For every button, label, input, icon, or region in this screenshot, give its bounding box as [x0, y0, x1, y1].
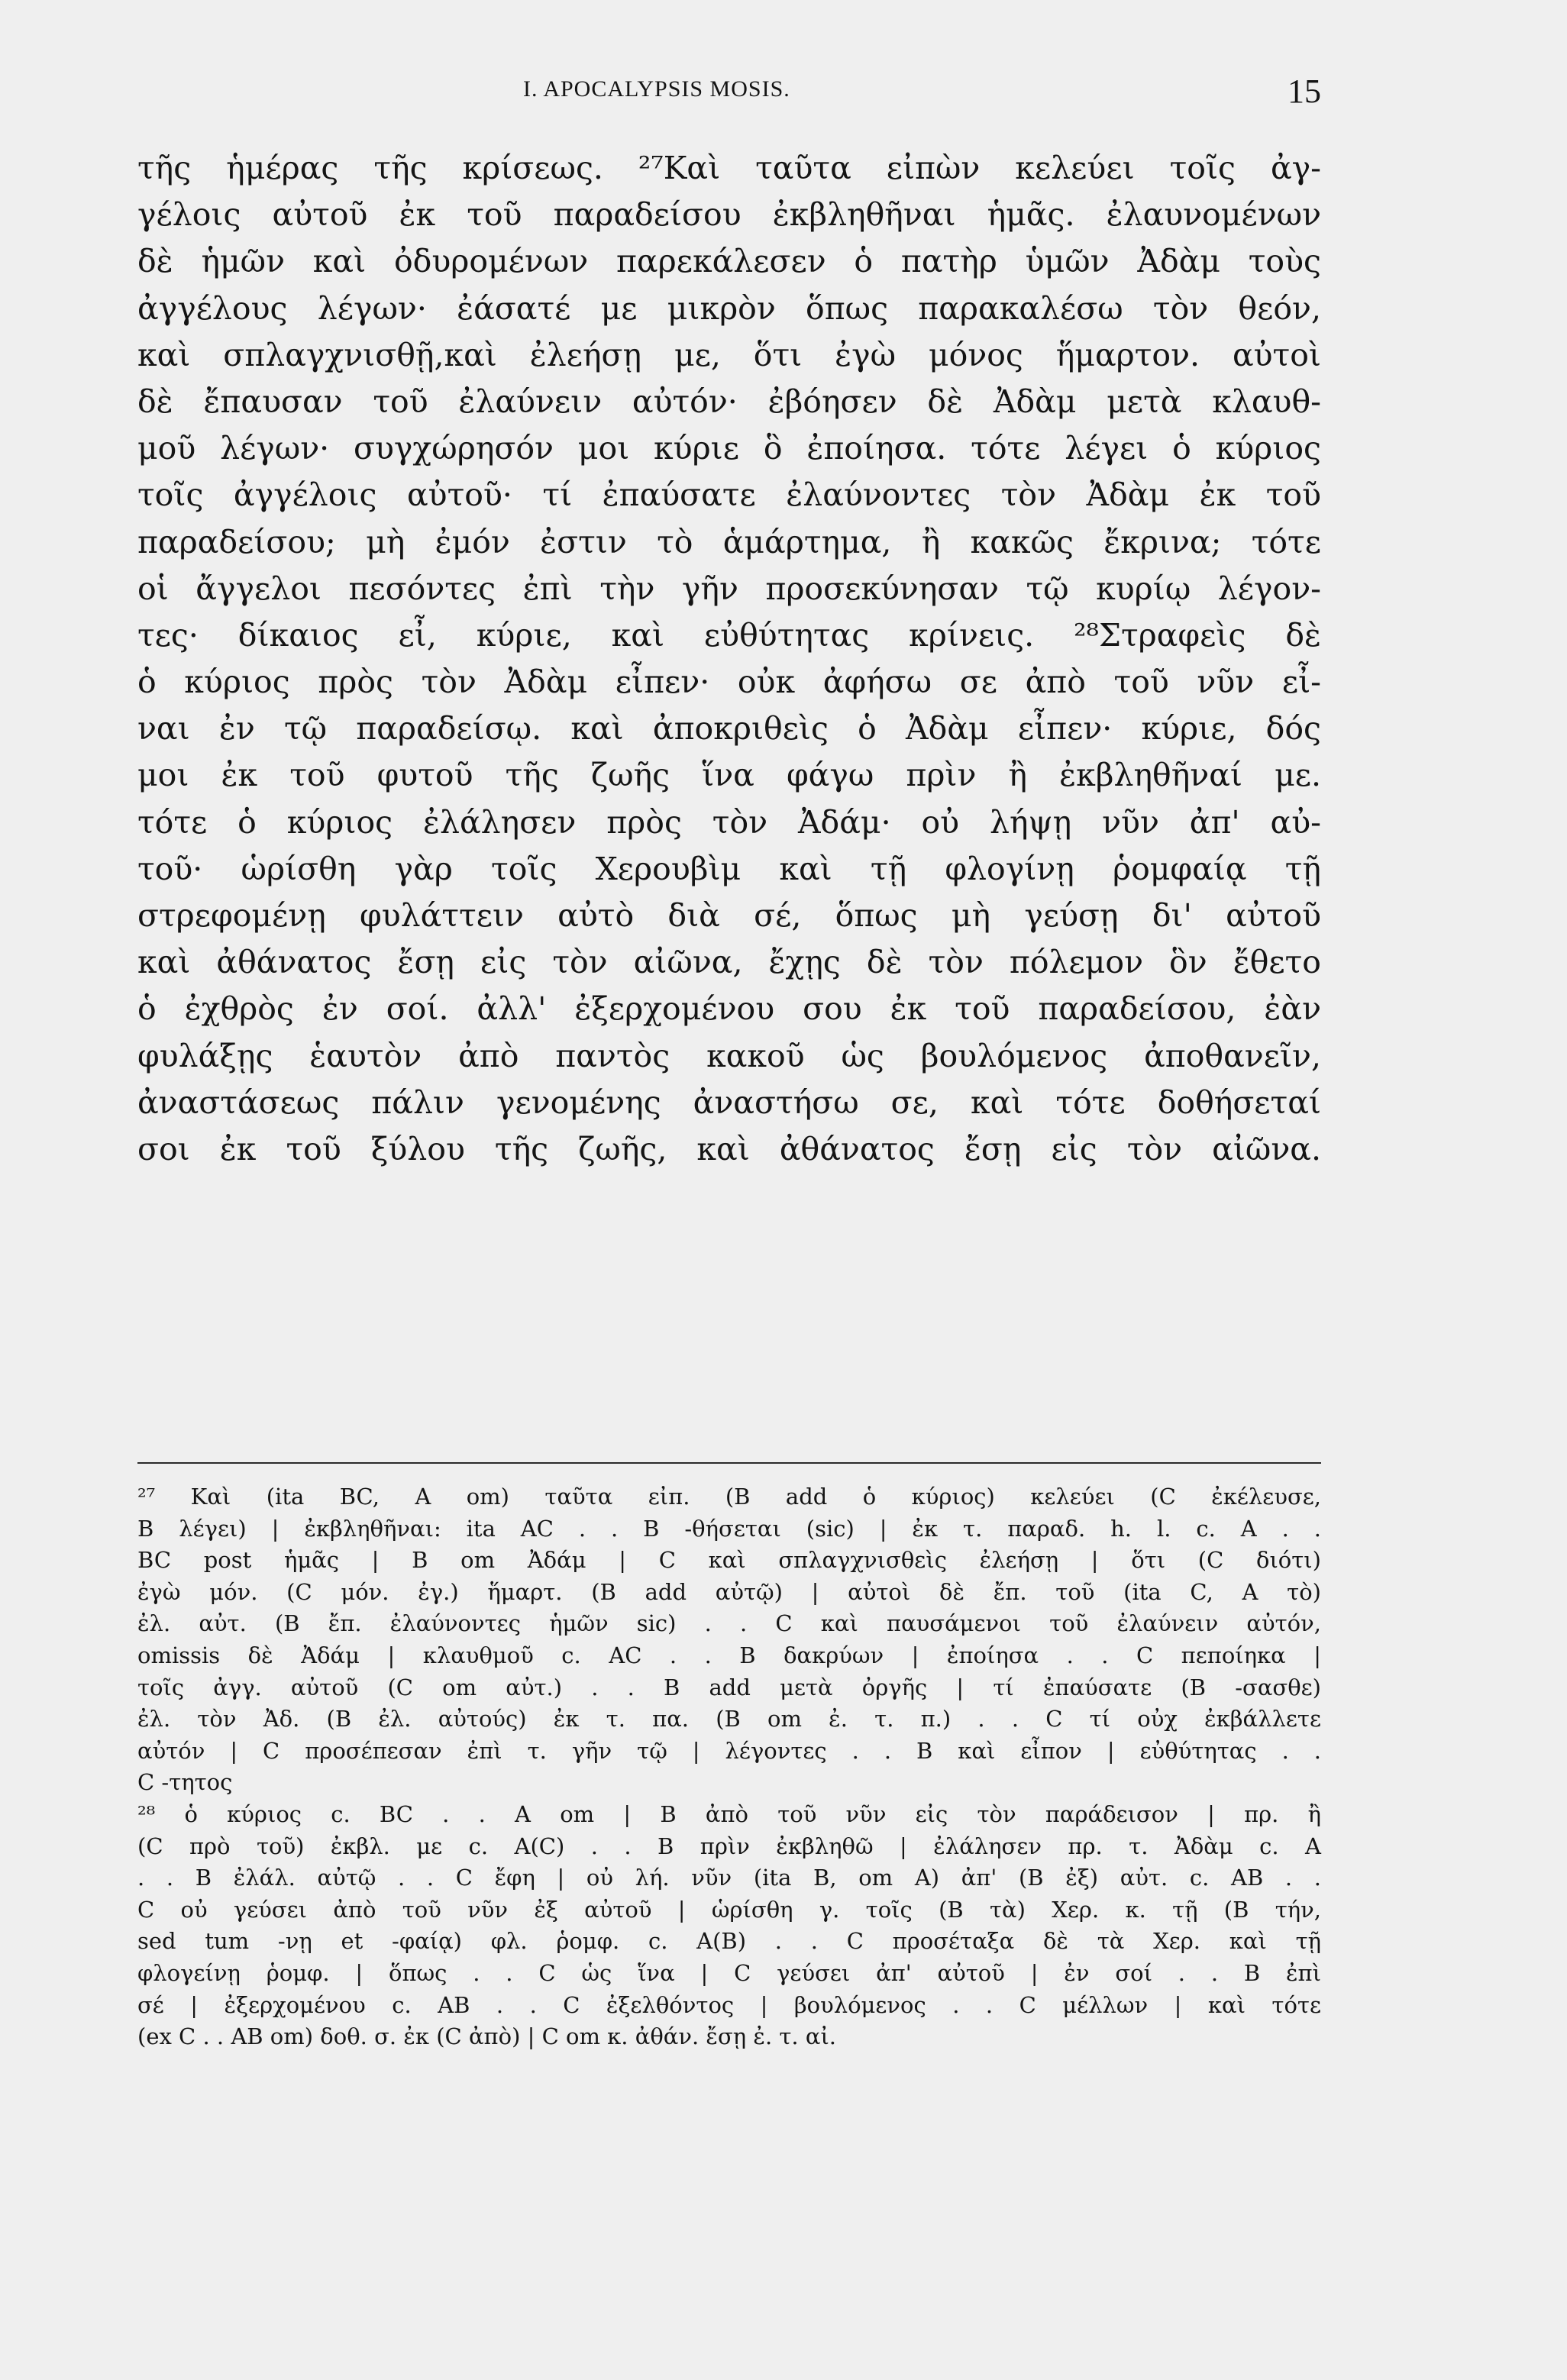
critical-apparatus	[137, 1481, 1321, 2053]
text-line: γέλοις αὐτοῦ ἐκ τοῦ παραδείσου ἐκβληθῆναι ἡμᾶς. ἐλαυνομένων	[137, 196, 1321, 234]
text-line: παραδείσου; μὴ ἐμόν ἐστιν τὸ ἁμάρτημα, ἢ κακῶς ἔκρινα; τότε	[137, 523, 1321, 560]
text-line: τότε ὁ κύριος ἐλάλησεν πρὸς τὸν Ἀδάμ· οὐ λήψῃ νῦν ἀπ' αὐ-	[137, 803, 1321, 841]
page-number: 15	[1288, 73, 1321, 110]
text-line: σοι ἐκ τοῦ ξύλου τῆς ζωῆς, καὶ ἀθάνατος ἔσῃ εἰς τὸν αἰῶνα.	[137, 1130, 1321, 1167]
apparatus-line: omissis δὲ Ἀδάμ | κλαυθμοῦ c. AC . . B δακρύων | ἐποίησα . . C πεποίηκα |	[137, 1642, 1321, 1668]
apparatus-line: τοῖς ἀγγ. αὐτοῦ (C om αὐτ.) . . B add μετὰ ὀργῆς | τί ἐπαύσατε (B -σασθε)	[137, 1674, 1321, 1700]
text-line: μοῦ λέγων· συγχώρησόν μοι κύριε ὃ ἐποίησα. τότε λέγει ὁ κύριος	[137, 430, 1321, 467]
apparatus-line: B λέγει) | ἐκβληθῆναι: ita AC . . B -θήσεται (sic) | ἐκ τ. παραδ. h. l. c. A . .	[137, 1515, 1321, 1542]
apparatus-line: ²⁸ ὁ κύριος c. BC . . A om | B ἀπὸ τοῦ νῦν εἰς τὸν παράδεισον | πρ. ἢ	[137, 1800, 1321, 1827]
text-line: δὲ ἡμῶν καὶ ὀδυρομένων παρεκάλεσεν ὁ πατὴρ ὑμῶν Ἀδὰμ τοὺς	[137, 243, 1321, 280]
apparatus-line: αὐτόν | C προσέπεσαν ἐπὶ τ. γῆν τῷ | λέγοντες . . B καὶ εἶπον | εὐθύτητας . .	[137, 1737, 1321, 1764]
running-head	[137, 73, 1321, 122]
text-line: τῆς ἡμέρας τῆς κρίσεως. ²⁷Καὶ ταῦτα εἰπὼν κελεύει τοῖς ἀγ-	[137, 150, 1321, 186]
apparatus-line: ἐλ. τὸν Ἀδ. (B ἐλ. αὐτούς) ἐκ τ. πα. (B om ἐ. τ. π.) . . C τί οὐχ ἐκβάλλετε	[137, 1706, 1321, 1733]
apparatus-line: (ex C . . AB om) δοθ. σ. ἐκ (C ἀπὸ) | C om κ. ἀθάν. ἔσῃ ἐ. τ. αἰ.	[137, 2023, 837, 2050]
text-line: οἱ ἄγγελοι πεσόντες ἐπὶ τὴν γῆν προσεκύνησαν τῷ κυρίῳ λέγον-	[137, 570, 1321, 607]
apparatus-line: . . B ἐλάλ. αὐτῷ . . C ἔφη | οὐ λή. νῦν (ita B, om A) ἀπ' (B ἐξ) αὐτ. c. AB . .	[137, 1865, 1321, 1891]
text-line: φυλάξῃς ἑαυτὸν ἀπὸ παντὸς κακοῦ ὡς βουλόμενος ἀποθανεῖν,	[137, 1037, 1321, 1074]
apparatus-line: C οὐ γεύσει ἀπὸ τοῦ νῦν ἐξ αὐτοῦ | ὡρίσθη γ. τοῖς (B τὰ) Χερ. κ. τῇ (B τήν,	[137, 1896, 1321, 1923]
text-line: δὲ ἔπαυσαν τοῦ ἐλαύνειν αὐτόν· ἐβόησεν δὲ Ἀδὰμ μετὰ κλαυθ-	[137, 383, 1321, 420]
text-line: ὁ ἐχθρὸς ἐν σοί. ἀλλ' ἐξερχομένου σου ἐκ τοῦ παραδείσου, ἐὰν	[137, 990, 1321, 1028]
apparatus-line: (C πρὸ τοῦ) ἐκβλ. με c. A(C) . . B πρὶν ἐκβληθῶ | ἐλάλησεν πρ. τ. Ἀδὰμ c. A	[137, 1833, 1321, 1859]
apparatus-line: ἐλ. αὐτ. (B ἔπ. ἐλαύνοντες ἡμῶν sic) . . C καὶ παυσάμενοι τοῦ ἐλαύνειν αὐτόν,	[137, 1610, 1321, 1637]
apparatus-line: ἐγὼ μόν. (C μόν. ἐγ.) ἥμαρτ. (B add αὐτῷ) | αὐτοὶ δὲ ἔπ. τοῦ (ita C, A τὸ)	[137, 1578, 1321, 1605]
apparatus-line: φλογείνῃ ῥομφ. | ὅπως . . C ὡς ἵνα | C γεύσει ἀπ' αὐτοῦ | ἐν σοί . . B ἐπὶ	[137, 1959, 1321, 1986]
text-line: ὁ κύριος πρὸς τὸν Ἀδὰμ εἶπεν· οὐκ ἀφήσω σε ἀπὸ τοῦ νῦν εἶ-	[137, 664, 1321, 701]
apparatus-line: BC post ἡμᾶς | B om Ἀδάμ | C καὶ σπλαγχνισθεὶς ἐλεήσῃ | ὅτι (C διότι)	[137, 1547, 1321, 1574]
text-line: ναι ἐν τῷ παραδείσῳ. καὶ ἀποκριθεὶς ὁ Ἀδὰμ εἶπεν· κύριε, δός	[137, 710, 1321, 748]
text-line: καὶ σπλαγχνισθῇ,καὶ ἐλεήσῃ με, ὅτι ἐγὼ μόνος ἥμαρτον. αὐτοὶ	[137, 336, 1321, 373]
text-line: καὶ ἀθάνατος ἔσῃ εἰς τὸν αἰῶνα, ἔχῃς δὲ τὸν πόλεμον ὃν ἔθετο	[137, 944, 1321, 981]
text-line: τοῦ· ὡρίσθη γὰρ τοῖς Χερουβὶμ καὶ τῇ φλογίνῃ ῥομφαίᾳ τῇ	[137, 850, 1321, 887]
text-line: τες· δίκαιος εἶ, κύριε, καὶ εὐθύτητας κρίνεις. ²⁸Στραφεὶς δὲ	[137, 616, 1321, 654]
footnote-divider	[137, 1462, 1321, 1464]
text-line: ἀγγέλους λέγων· ἐάσατέ με μικρὸν ὅπως παρακαλέσω τὸν θεόν,	[137, 289, 1321, 327]
apparatus-line: C -τητος	[137, 1769, 233, 1796]
running-title: I. APOCALYPSIS MOSIS.	[523, 76, 790, 102]
text-line: ἀναστάσεως πάλιν γενομένης ἀναστήσω σε, καὶ τότε δοθήσεταί	[137, 1083, 1321, 1121]
text-line: τοῖς ἀγγέλοις αὐτοῦ· τί ἐπαύσατε ἐλαύνοντες τὸν Ἀδὰμ ἐκ τοῦ	[137, 476, 1321, 514]
text-line: στρεφομένῃ φυλάττειν αὐτὸ διὰ σέ, ὅπως μὴ γεύσῃ δι' αὐτοῦ	[137, 897, 1321, 934]
apparatus-line: ²⁷ Καὶ (ita BC, A om) ταῦτα εἰπ. (B add ὁ κύριος) κελεύει (C ἐκέλευσε,	[137, 1484, 1321, 1510]
apparatus-line: σέ | ἐξερχομένου c. AB . . C ἐξελθόντος | βουλόμενος . . C μέλλων | καὶ τότε	[137, 1991, 1321, 2018]
apparatus-line: sed tum -νῃ et -φαίᾳ) φλ. ῥομφ. c. A(B) . . C προσέταξα δὲ τὰ Χερ. καὶ τῇ	[137, 1928, 1321, 1955]
text-line: μοι ἐκ τοῦ φυτοῦ τῆς ζωῆς ἵνα φάγω πρὶν ἢ ἐκβληθῆναί με.	[137, 757, 1321, 794]
greek-main-text	[137, 145, 1321, 1173]
